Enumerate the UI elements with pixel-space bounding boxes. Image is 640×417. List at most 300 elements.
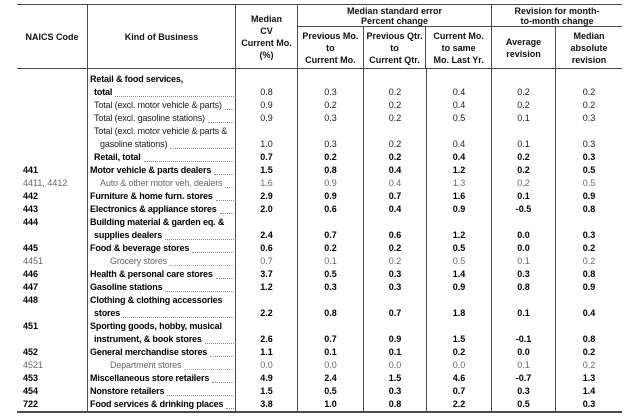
average-revision-cell [492, 112, 556, 125]
median-cv-cell [236, 398, 298, 411]
average-revision-cell [492, 268, 556, 281]
median-cv-cell [236, 255, 298, 268]
average-revision-cell [492, 359, 556, 372]
median-absolute-revision-cell [556, 151, 622, 164]
median-cv-cell [236, 190, 298, 203]
cell-value: 0.2 [517, 165, 530, 175]
cell-value: 0.2 [388, 243, 402, 253]
average-revision-cell [492, 216, 556, 242]
business-label-text: Gasoline stations [90, 282, 163, 292]
median-absolute-revision-cell [556, 398, 622, 411]
cell-value: 0.1 [517, 360, 530, 370]
business-label-line [88, 73, 235, 86]
kind-of-business-cell [88, 177, 236, 190]
se-same-mo-last-yr-cell [427, 164, 492, 177]
se-prev-mo-cell [298, 203, 364, 216]
table-row [17, 69, 622, 99]
se-same-mo-last-yr-cell [427, 359, 492, 372]
se-prev-qtr-cell [364, 177, 427, 190]
median-cv-cell [236, 359, 298, 372]
median-cv-cell [236, 69, 298, 99]
subheader-line: Current Mo. [433, 30, 484, 41]
cell-value: 1.1 [260, 347, 273, 357]
table-row [17, 242, 622, 255]
dotted-leader [226, 408, 234, 409]
cell-value: 0.1 [517, 191, 530, 201]
cell-value: 0.1 [388, 347, 402, 357]
naics-code-cell [17, 255, 88, 268]
cell-value: 0.8 [582, 204, 596, 214]
dotted-leader [216, 200, 234, 201]
business-label-text: supplies dealers [94, 230, 163, 240]
business-label-line [88, 294, 235, 307]
kind-of-business-cell [88, 190, 236, 203]
naics-code-cell [17, 69, 88, 99]
cell-value: 0.0 [260, 360, 273, 370]
se-prev-qtr-cell [364, 346, 427, 359]
median-absolute-revision-cell [556, 359, 622, 372]
cell-value: 2.4 [260, 230, 273, 240]
dotted-leader [214, 174, 234, 175]
subheader-line: revision [571, 54, 607, 65]
cell-value: 0.3 [324, 113, 337, 123]
se-prev-mo-cell [298, 216, 364, 242]
cell-value: 1.4 [452, 269, 466, 279]
naics-code-cell [17, 268, 88, 281]
se-prev-mo-cell [298, 151, 364, 164]
se-prev-qtr-cell [364, 255, 427, 268]
se-same-mo-last-yr-cell [427, 203, 492, 216]
dotted-leader [123, 317, 234, 318]
median-cv-cell [236, 216, 298, 242]
cell-value: 0.9 [324, 191, 337, 201]
naics-code-cell [17, 112, 88, 125]
naics-code-cell [17, 164, 88, 177]
table-header-row [17, 5, 622, 69]
average-revision-cell [492, 255, 556, 268]
cell-value: 0.9 [452, 282, 466, 292]
median-cv-cell [236, 125, 298, 151]
table-row [17, 294, 622, 320]
cell-value: 0.6 [388, 230, 402, 240]
business-label-text: Total (excl. motor vehicle & parts & [94, 126, 228, 136]
dotted-leader [205, 343, 234, 344]
kind-of-business-cell [88, 151, 236, 164]
business-label-text: Furniture & home furn. stores [90, 191, 213, 201]
median-absolute-revision-cell [556, 203, 622, 216]
se-prev-mo-cell [298, 281, 364, 294]
cell-value: 0.1 [517, 113, 530, 123]
business-label-text: Sporting goods, hobby, musical [90, 321, 222, 331]
cell-value: 0.2 [582, 360, 596, 370]
cell-value: 0.8 [388, 399, 402, 409]
median-cv-cell [236, 164, 298, 177]
kind-of-business-cell [88, 242, 236, 255]
cell-value: 0.5 [517, 399, 530, 409]
median-cv-cell [236, 346, 298, 359]
naics-code-value: 447 [23, 282, 39, 292]
business-label-text: General merchandise stores [90, 347, 208, 357]
cell-value: 0.9 [582, 282, 596, 292]
cell-value: 0.0 [324, 360, 337, 370]
cell-value: 0.7 [260, 152, 273, 162]
se-same-mo-last-yr-cell [427, 125, 492, 151]
median-cv-cell [236, 385, 298, 398]
cell-value: 0.2 [388, 100, 402, 110]
business-label-line [88, 385, 235, 398]
kind-of-business-cell [88, 125, 236, 151]
se-prev-mo-cell [298, 294, 364, 320]
business-label-text: Health & personal care stores [90, 269, 213, 279]
naics-code-cell [17, 99, 88, 112]
naics-code-cell [17, 242, 88, 255]
median-absolute-revision-cell [556, 242, 622, 255]
naics-code-cell [17, 346, 88, 359]
se-same-mo-last-yr-cell [427, 346, 492, 359]
average-revision-cell [492, 99, 556, 112]
revision-group-title [492, 5, 622, 27]
se-subcolumns [298, 27, 491, 68]
cell-value: 0.6 [324, 204, 337, 214]
cell-value: 2.0 [260, 204, 273, 214]
cell-value: 0.5 [452, 243, 466, 253]
se-prev-qtr-cell [364, 216, 427, 242]
cell-value: 1.5 [260, 165, 273, 175]
business-label-text: Clothing & clothing accessories [90, 295, 223, 305]
naics-code-value: 444 [23, 217, 39, 227]
dotted-leader [208, 122, 234, 123]
median-absolute-revision-cell [556, 69, 622, 99]
business-label-text: Food & beverage stores [90, 243, 190, 253]
cell-value: 0.3 [324, 87, 337, 97]
se-same-mo-last-yr-cell [427, 216, 492, 242]
cell-value: 0.2 [517, 100, 530, 110]
naics-code-value: 443 [23, 204, 39, 214]
average-revision-cell [492, 281, 556, 294]
table-body [17, 69, 622, 411]
naics-code-value: 445 [23, 243, 39, 253]
table-row [17, 177, 622, 190]
business-label-line [88, 359, 235, 372]
cell-value: 0.0 [517, 347, 530, 357]
group-title-line: Percent change [360, 15, 429, 26]
business-label-text: Department stores [110, 360, 182, 370]
cell-value: 0.7 [388, 191, 402, 201]
cell-value: 0.1 [517, 139, 530, 149]
cell-value: 0.7 [324, 334, 337, 344]
cell-value: 0.0 [517, 243, 530, 253]
average-revision-cell [492, 190, 556, 203]
cell-value: 0.0 [452, 360, 466, 370]
se-same-mo-last-yr-cell [427, 255, 492, 268]
table-row [17, 112, 622, 125]
kind-of-business-cell [88, 69, 236, 99]
cell-value: 3.8 [260, 399, 273, 409]
cell-value: 0.5 [582, 165, 596, 175]
naics-code-value: 722 [23, 399, 39, 409]
naics-code-value: 448 [23, 295, 39, 305]
median-absolute-revision-cell [556, 320, 622, 346]
business-label-line [88, 255, 235, 268]
table-row [17, 255, 622, 268]
median-absolute-revision-cell [556, 164, 622, 177]
cell-value: 0.2 [582, 347, 596, 357]
cell-value: 0.2 [324, 243, 337, 253]
cell-value: 0.4 [452, 139, 466, 149]
business-label-line [88, 229, 235, 242]
business-label-line [88, 203, 235, 216]
average-revision-cell [492, 203, 556, 216]
business-label-text: Auto & other motor veh. dealers [100, 178, 223, 188]
business-label-text: Total (excl. motor vehicle & parts) [94, 100, 222, 110]
naics-code-value: 4451 [23, 256, 44, 266]
cell-value: 4.6 [452, 373, 466, 383]
se-prev-qtr-cell [364, 359, 427, 372]
cell-value: 0.2 [582, 87, 596, 97]
table-row [17, 385, 622, 398]
cell-value: 0.1 [517, 256, 530, 266]
subheader-line: Current Mo. [305, 54, 356, 65]
table-row [17, 320, 622, 346]
se-same-mo-last-yr-cell [427, 320, 492, 346]
cell-value: 1.5 [452, 334, 466, 344]
median-absolute-revision-cell [556, 385, 622, 398]
cell-value: 1.2 [260, 282, 273, 292]
dotted-leader [192, 252, 234, 253]
dotted-leader [115, 96, 234, 97]
median-cv-cell [236, 268, 298, 281]
cell-value: 0.9 [260, 100, 273, 110]
business-label-line [88, 281, 235, 294]
naics-code-header-label: NAICS Code [25, 31, 79, 42]
naics-code-value: 453 [23, 373, 39, 383]
business-label-text: Food services & drinking places [90, 399, 224, 409]
se-prev-mo-cell [298, 112, 364, 125]
cell-value: 0.2 [582, 243, 596, 253]
business-label-text: Electronics & appliance stores [90, 204, 217, 214]
se-prev-qtr-cell [364, 164, 427, 177]
table-row [17, 372, 622, 385]
subheader-line: Previous Mo. [302, 30, 359, 41]
cell-value: 0.3 [324, 282, 337, 292]
median-absolute-revision-cell [556, 255, 622, 268]
median-cv-cell [236, 281, 298, 294]
average-revision-cell [492, 294, 556, 320]
statistical-table [17, 4, 622, 413]
kind-of-business-cell [88, 385, 236, 398]
cell-value: 0.1 [324, 256, 337, 266]
cell-value: 0.0 [517, 230, 530, 240]
cell-value: 0.2 [452, 347, 466, 357]
cell-value: 0.9 [260, 113, 273, 123]
naics-code-value: 4521 [23, 360, 44, 370]
cell-value: 0.3 [582, 230, 596, 240]
cell-value: 1.6 [260, 178, 273, 188]
cell-value: 0.8 [582, 269, 596, 279]
median-absolute-revision-cell [556, 372, 622, 385]
business-label-text: gasoline stations) [100, 139, 168, 149]
se-same-mo-last-yr-cell [427, 385, 492, 398]
se-same-mo-last-yr-cell [427, 112, 492, 125]
business-label-line [88, 333, 235, 346]
cell-value: 0.5 [452, 256, 466, 266]
col-header-average-revision [492, 27, 556, 68]
naics-code-value: 452 [23, 347, 39, 357]
cell-value: 0.3 [582, 139, 596, 149]
naics-code-value: 441 [23, 165, 39, 175]
median-absolute-revision-cell [556, 190, 622, 203]
median-cv-cell [236, 99, 298, 112]
cell-value: 0.2 [324, 100, 337, 110]
business-label-text: Motor vehicle & parts dealers [90, 165, 212, 175]
se-same-mo-last-yr-cell [427, 99, 492, 112]
se-prev-qtr-cell [364, 190, 427, 203]
median-absolute-revision-cell [556, 177, 622, 190]
subheader-line: Average [505, 36, 542, 47]
median-cv-cell [236, 151, 298, 164]
average-revision-cell [492, 346, 556, 359]
subheader-line: to [390, 42, 399, 53]
naics-code-cell [17, 398, 88, 411]
business-label-line [88, 151, 235, 164]
se-same-mo-last-yr-cell [427, 294, 492, 320]
business-label-line [88, 177, 235, 190]
naics-code-cell [17, 216, 88, 242]
kind-of-business-cell [88, 346, 236, 359]
group-title-line: to-month change [520, 15, 594, 26]
table-row [17, 99, 622, 112]
median-cv-cell [236, 294, 298, 320]
subheader-line: Median [573, 30, 605, 41]
naics-code-cell [17, 151, 88, 164]
business-label-line [88, 398, 235, 411]
average-revision-cell [492, 398, 556, 411]
se-prev-qtr-cell [364, 372, 427, 385]
naics-code-cell [17, 125, 88, 151]
dotted-leader [170, 265, 234, 266]
cell-value: 0.5 [452, 113, 466, 123]
median-standard-error-title [298, 5, 491, 27]
naics-code-cell [17, 203, 88, 216]
cell-value: -0.7 [515, 373, 532, 383]
se-prev-mo-cell [298, 177, 364, 190]
col-header-current-mo-to-same-mo-last-yr [426, 27, 491, 68]
se-same-mo-last-yr-cell [427, 242, 492, 255]
se-prev-qtr-cell [364, 203, 427, 216]
average-revision-cell [492, 125, 556, 151]
cell-value: 0.2 [582, 256, 596, 266]
table-row [17, 164, 622, 177]
cell-value: 0.4 [388, 204, 402, 214]
kind-of-business-cell [88, 281, 236, 294]
dotted-leader [144, 161, 234, 162]
cell-value: 1.3 [452, 178, 466, 188]
median-absolute-revision-cell [556, 99, 622, 112]
cell-value: 0.1 [324, 347, 337, 357]
subheader-line: revision [506, 48, 541, 59]
median-cv-cell [236, 372, 298, 385]
table-row [17, 151, 622, 164]
table-row [17, 190, 622, 203]
col-header-kind-of-business [88, 5, 236, 68]
cell-value: 0.7 [388, 308, 402, 318]
kind-of-business-cell [88, 359, 236, 372]
kind-of-business-header-label: Kind of Business [124, 31, 199, 42]
cell-value: 0.3 [517, 386, 530, 396]
group-title-line: Median standard error [346, 5, 443, 16]
cell-value: 0.3 [517, 269, 530, 279]
cell-value: 0.3 [582, 113, 596, 123]
cell-value: 0.4 [452, 87, 466, 97]
kind-of-business-cell [88, 164, 236, 177]
median-absolute-revision-cell [556, 294, 622, 320]
se-prev-mo-cell [298, 372, 364, 385]
table-row [17, 203, 622, 216]
dotted-leader [210, 356, 234, 357]
se-prev-mo-cell [298, 398, 364, 411]
cell-value: 0.7 [260, 256, 273, 266]
business-label-text: total [94, 87, 113, 97]
cell-value: 0.3 [324, 139, 337, 149]
se-prev-qtr-cell [364, 385, 427, 398]
cell-value: 0.8 [324, 165, 337, 175]
naics-code-cell [17, 359, 88, 372]
business-label-line [88, 190, 235, 203]
naics-code-value: 454 [23, 386, 39, 396]
dotted-leader [184, 369, 234, 370]
cell-value: 0.3 [582, 399, 596, 409]
se-same-mo-last-yr-cell [427, 281, 492, 294]
dotted-leader [167, 395, 234, 396]
median-absolute-revision-cell [556, 281, 622, 294]
cell-value: 0.4 [582, 308, 596, 318]
col-header-prev-mo-to-current-mo [298, 27, 364, 68]
se-prev-mo-cell [298, 320, 364, 346]
business-label-line [88, 112, 235, 125]
se-prev-qtr-cell [364, 320, 427, 346]
median-cv-cell [236, 242, 298, 255]
median-cv-line: Current Mo. [241, 37, 292, 48]
naics-code-cell [17, 372, 88, 385]
se-prev-qtr-cell [364, 398, 427, 411]
cell-value: 0.2 [388, 139, 402, 149]
median-cv-cell [236, 112, 298, 125]
naics-code-value: 451 [23, 321, 39, 331]
cell-value: 0.2 [324, 152, 337, 162]
se-prev-qtr-cell [364, 112, 427, 125]
cell-value: 0.5 [324, 386, 337, 396]
se-prev-mo-cell [298, 385, 364, 398]
se-same-mo-last-yr-cell [427, 151, 492, 164]
dotted-leader [165, 291, 234, 292]
se-prev-mo-cell [298, 359, 364, 372]
table-row [17, 216, 622, 242]
cell-value: 0.4 [388, 165, 402, 175]
business-label-line [88, 346, 235, 359]
median-cv-cell [236, 203, 298, 216]
cell-value: 0.5 [324, 269, 337, 279]
table-row [17, 359, 622, 372]
cell-value: 0.8 [324, 308, 337, 318]
se-prev-mo-cell [298, 99, 364, 112]
group-header-revision-month-to-month [492, 5, 622, 68]
cell-value: 0.8 [260, 87, 273, 97]
median-cv-line: CV [260, 25, 273, 36]
naics-code-cell [17, 385, 88, 398]
se-prev-mo-cell [298, 125, 364, 151]
subheader-line: to [326, 42, 335, 53]
kind-of-business-cell [88, 268, 236, 281]
